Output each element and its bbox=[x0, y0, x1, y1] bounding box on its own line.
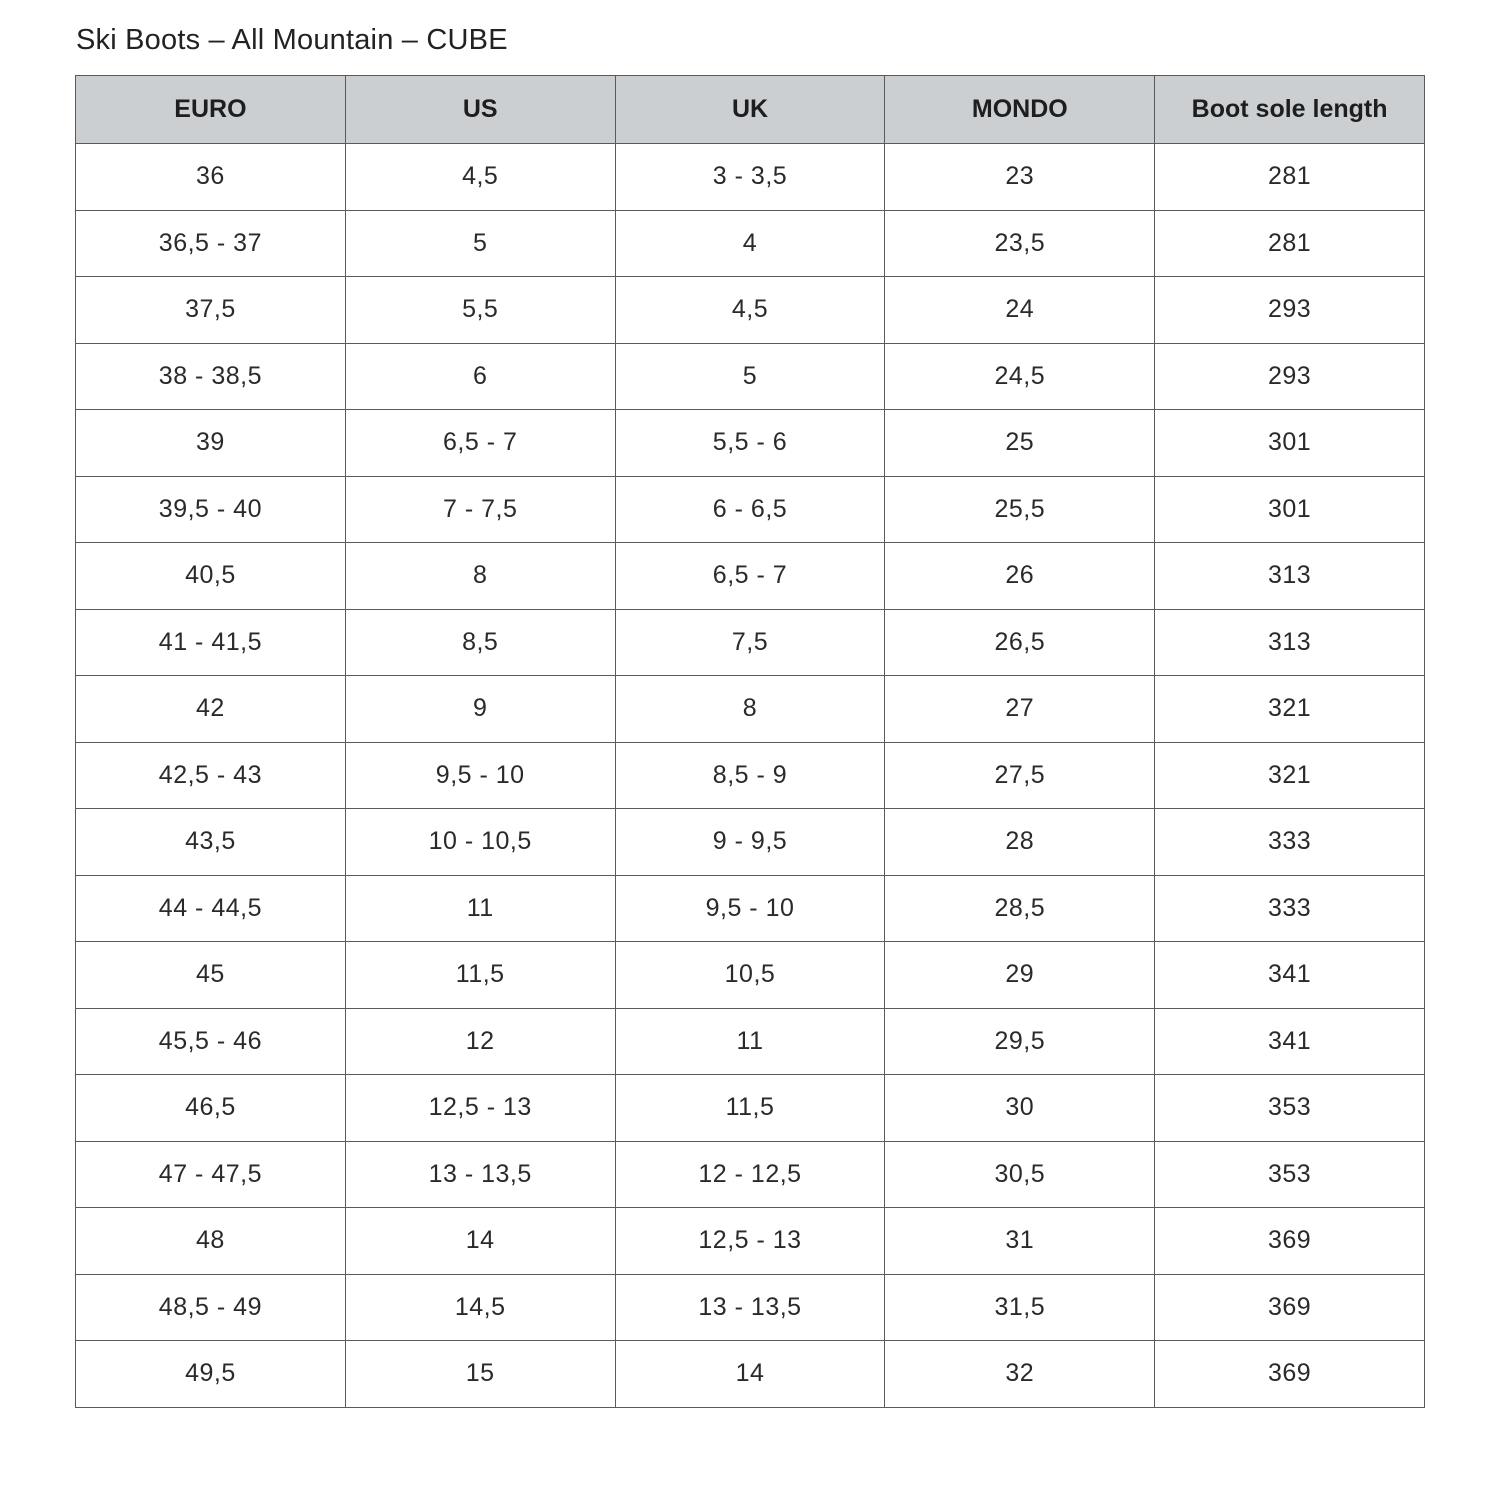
cell-uk: 12,5 - 13 bbox=[615, 1208, 885, 1275]
cell-boot-sole-length: 369 bbox=[1155, 1208, 1425, 1275]
cell-mondo: 28 bbox=[885, 809, 1155, 876]
cell-uk: 13 - 13,5 bbox=[615, 1274, 885, 1341]
cell-uk: 8,5 - 9 bbox=[615, 742, 885, 809]
table-row bbox=[76, 1341, 1425, 1408]
cell-euro: 47 - 47,5 bbox=[76, 1141, 346, 1208]
table-row bbox=[76, 1008, 1425, 1075]
cell-mondo: 29,5 bbox=[885, 1008, 1155, 1075]
cell-us: 12 bbox=[345, 1008, 615, 1075]
column-header-boot-sole-length: Boot sole length bbox=[1155, 76, 1425, 144]
cell-euro: 46,5 bbox=[76, 1075, 346, 1142]
table-row bbox=[76, 476, 1425, 543]
cell-us: 14 bbox=[345, 1208, 615, 1275]
cell-uk: 11,5 bbox=[615, 1075, 885, 1142]
column-header-uk: UK bbox=[615, 76, 885, 144]
cell-boot-sole-length: 341 bbox=[1155, 1008, 1425, 1075]
cell-uk: 4,5 bbox=[615, 277, 885, 344]
cell-mondo: 32 bbox=[885, 1341, 1155, 1408]
column-header-mondo: MONDO bbox=[885, 76, 1155, 144]
cell-mondo: 31,5 bbox=[885, 1274, 1155, 1341]
cell-mondo: 27,5 bbox=[885, 742, 1155, 809]
cell-uk: 14 bbox=[615, 1341, 885, 1408]
cell-uk: 6 - 6,5 bbox=[615, 476, 885, 543]
size-chart-table bbox=[75, 75, 1425, 1408]
table-row bbox=[76, 210, 1425, 277]
cell-uk: 8 bbox=[615, 676, 885, 743]
cell-uk: 9,5 - 10 bbox=[615, 875, 885, 942]
cell-us: 5 bbox=[345, 210, 615, 277]
cell-us: 13 - 13,5 bbox=[345, 1141, 615, 1208]
cell-euro: 39 bbox=[76, 410, 346, 477]
cell-mondo: 23,5 bbox=[885, 210, 1155, 277]
cell-euro: 44 - 44,5 bbox=[76, 875, 346, 942]
cell-mondo: 29 bbox=[885, 942, 1155, 1009]
table-row bbox=[76, 875, 1425, 942]
cell-boot-sole-length: 313 bbox=[1155, 609, 1425, 676]
header-row bbox=[76, 76, 1425, 144]
cell-euro: 36 bbox=[76, 144, 346, 211]
cell-uk: 3 - 3,5 bbox=[615, 144, 885, 211]
cell-us: 6 bbox=[345, 343, 615, 410]
cell-mondo: 31 bbox=[885, 1208, 1155, 1275]
cell-euro: 45 bbox=[76, 942, 346, 1009]
cell-mondo: 30,5 bbox=[885, 1141, 1155, 1208]
cell-us: 11 bbox=[345, 875, 615, 942]
column-header-us: US bbox=[345, 76, 615, 144]
cell-boot-sole-length: 333 bbox=[1155, 809, 1425, 876]
table-row bbox=[76, 543, 1425, 610]
cell-boot-sole-length: 313 bbox=[1155, 543, 1425, 610]
cell-mondo: 25 bbox=[885, 410, 1155, 477]
table-row bbox=[76, 1274, 1425, 1341]
cell-boot-sole-length: 281 bbox=[1155, 210, 1425, 277]
table-row bbox=[76, 410, 1425, 477]
cell-euro: 41 - 41,5 bbox=[76, 609, 346, 676]
cell-uk: 7,5 bbox=[615, 609, 885, 676]
cell-euro: 40,5 bbox=[76, 543, 346, 610]
cell-boot-sole-length: 293 bbox=[1155, 343, 1425, 410]
cell-boot-sole-length: 369 bbox=[1155, 1274, 1425, 1341]
cell-uk: 9 - 9,5 bbox=[615, 809, 885, 876]
cell-euro: 42,5 - 43 bbox=[76, 742, 346, 809]
cell-euro: 49,5 bbox=[76, 1341, 346, 1408]
cell-us: 6,5 - 7 bbox=[345, 410, 615, 477]
cell-uk: 6,5 - 7 bbox=[615, 543, 885, 610]
table-row bbox=[76, 942, 1425, 1009]
cell-boot-sole-length: 333 bbox=[1155, 875, 1425, 942]
cell-us: 15 bbox=[345, 1341, 615, 1408]
cell-boot-sole-length: 341 bbox=[1155, 942, 1425, 1009]
table-row bbox=[76, 809, 1425, 876]
cell-mondo: 23 bbox=[885, 144, 1155, 211]
table-body bbox=[76, 144, 1425, 1408]
cell-uk: 5 bbox=[615, 343, 885, 410]
cell-boot-sole-length: 301 bbox=[1155, 476, 1425, 543]
cell-euro: 39,5 - 40 bbox=[76, 476, 346, 543]
cell-us: 14,5 bbox=[345, 1274, 615, 1341]
cell-uk: 4 bbox=[615, 210, 885, 277]
cell-uk: 12 - 12,5 bbox=[615, 1141, 885, 1208]
table-row bbox=[76, 1141, 1425, 1208]
table-row bbox=[76, 742, 1425, 809]
column-header-euro: EURO bbox=[76, 76, 346, 144]
table-row bbox=[76, 1075, 1425, 1142]
cell-euro: 37,5 bbox=[76, 277, 346, 344]
page-title: Ski Boots – All Mountain – CUBE bbox=[76, 24, 508, 56]
cell-boot-sole-length: 353 bbox=[1155, 1141, 1425, 1208]
cell-mondo: 26,5 bbox=[885, 609, 1155, 676]
cell-us: 7 - 7,5 bbox=[345, 476, 615, 543]
cell-mondo: 30 bbox=[885, 1075, 1155, 1142]
cell-us: 9 bbox=[345, 676, 615, 743]
table-row bbox=[76, 676, 1425, 743]
cell-euro: 48,5 - 49 bbox=[76, 1274, 346, 1341]
table-row bbox=[76, 609, 1425, 676]
cell-boot-sole-length: 281 bbox=[1155, 144, 1425, 211]
cell-boot-sole-length: 321 bbox=[1155, 742, 1425, 809]
cell-boot-sole-length: 293 bbox=[1155, 277, 1425, 344]
cell-us: 11,5 bbox=[345, 942, 615, 1009]
cell-mondo: 24,5 bbox=[885, 343, 1155, 410]
cell-us: 8,5 bbox=[345, 609, 615, 676]
cell-us: 5,5 bbox=[345, 277, 615, 344]
cell-boot-sole-length: 369 bbox=[1155, 1341, 1425, 1408]
cell-uk: 5,5 - 6 bbox=[615, 410, 885, 477]
cell-boot-sole-length: 301 bbox=[1155, 410, 1425, 477]
cell-boot-sole-length: 353 bbox=[1155, 1075, 1425, 1142]
table-row bbox=[76, 277, 1425, 344]
cell-euro: 43,5 bbox=[76, 809, 346, 876]
cell-mondo: 28,5 bbox=[885, 875, 1155, 942]
cell-us: 8 bbox=[345, 543, 615, 610]
table-row bbox=[76, 343, 1425, 410]
cell-mondo: 24 bbox=[885, 277, 1155, 344]
cell-boot-sole-length: 321 bbox=[1155, 676, 1425, 743]
cell-mondo: 25,5 bbox=[885, 476, 1155, 543]
table-row bbox=[76, 144, 1425, 211]
cell-euro: 42 bbox=[76, 676, 346, 743]
cell-us: 4,5 bbox=[345, 144, 615, 211]
table-row bbox=[76, 1208, 1425, 1275]
cell-euro: 38 - 38,5 bbox=[76, 343, 346, 410]
cell-euro: 48 bbox=[76, 1208, 346, 1275]
cell-mondo: 26 bbox=[885, 543, 1155, 610]
cell-us: 10 - 10,5 bbox=[345, 809, 615, 876]
cell-uk: 10,5 bbox=[615, 942, 885, 1009]
cell-mondo: 27 bbox=[885, 676, 1155, 743]
cell-euro: 45,5 - 46 bbox=[76, 1008, 346, 1075]
cell-us: 12,5 - 13 bbox=[345, 1075, 615, 1142]
cell-euro: 36,5 - 37 bbox=[76, 210, 346, 277]
cell-us: 9,5 - 10 bbox=[345, 742, 615, 809]
cell-uk: 11 bbox=[615, 1008, 885, 1075]
table-header bbox=[76, 76, 1425, 144]
